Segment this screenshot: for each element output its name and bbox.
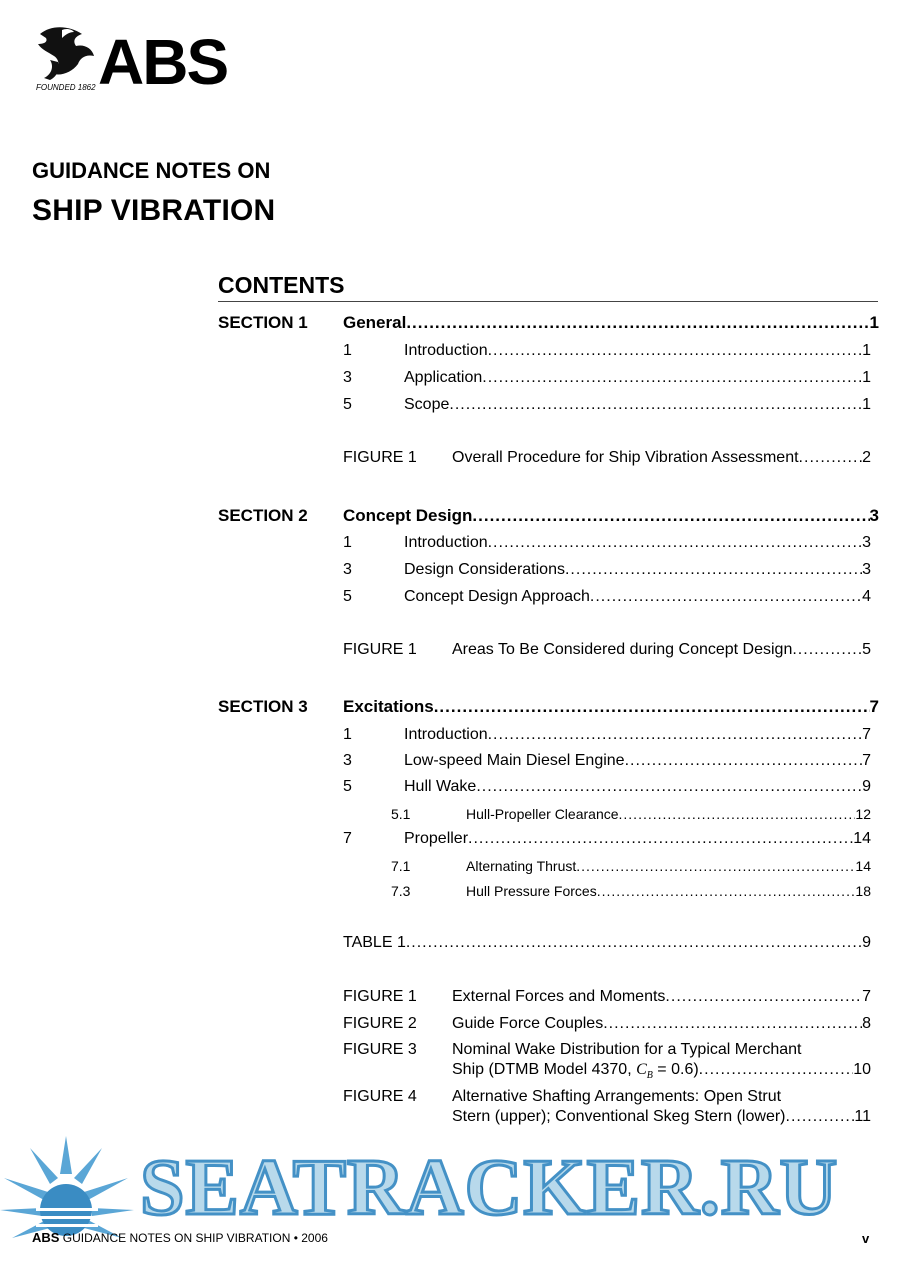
toc-entry[interactable]	[343, 313, 879, 333]
leader-dots	[665, 987, 862, 1007]
item-label: Introduction	[404, 534, 488, 551]
figure-label: FIGURE 1	[343, 641, 417, 658]
toc-subitem-row[interactable]	[0, 804, 898, 828]
figure-label: FIGURE 1	[343, 449, 417, 466]
figure-label: FIGURE 1	[343, 988, 417, 1005]
figure-title: Overall Procedure for Ship Vibration Assessment	[452, 449, 799, 466]
toc-entry[interactable]	[343, 506, 879, 526]
figure-title-line2-pre: Ship (DTMB Model 4370,	[452, 1061, 637, 1078]
toc-figure-row[interactable]	[0, 1087, 898, 1131]
toc-item-row[interactable]	[0, 829, 898, 853]
item-label: Design Considerations	[404, 561, 565, 578]
toc-entry[interactable]	[343, 933, 871, 953]
document-subtitle: GUIDANCE NOTES ON	[32, 158, 271, 183]
toc-figure-row[interactable]	[0, 987, 898, 1011]
page-number: 7	[862, 752, 871, 769]
toc-figure-row[interactable]	[0, 1014, 898, 1038]
toc-entry[interactable]	[404, 777, 871, 797]
toc-figure-row[interactable]	[0, 448, 898, 472]
section-title: Excitations	[343, 697, 434, 716]
toc-item-row[interactable]	[0, 560, 898, 584]
figure-title: Areas To Be Considered during Concept Design	[452, 641, 793, 658]
leader-dots	[476, 777, 862, 797]
contents-heading: CONTENTS	[218, 272, 345, 298]
item-label: Low-speed Main Diesel Engine	[404, 752, 625, 769]
watermark-text: SEATRACKER.RU	[140, 1144, 839, 1232]
leader-dots	[488, 341, 862, 361]
toc-item-row[interactable]	[0, 341, 898, 365]
toc-entry[interactable]	[404, 368, 871, 388]
item-number: 1	[343, 726, 352, 743]
toc-entry[interactable]	[452, 1014, 871, 1034]
item-label: Hull-Propeller Clearance	[466, 806, 619, 822]
page-number: 4	[862, 588, 871, 605]
item-number: 5	[343, 778, 352, 795]
toc-entry[interactable]	[404, 751, 871, 771]
logo-wordmark: ABS	[98, 26, 228, 98]
page-number: 11	[854, 1108, 871, 1125]
page-number: 12	[855, 806, 871, 822]
page-number: 3	[862, 534, 871, 551]
item-label: Introduction	[404, 726, 488, 743]
table-label: TABLE 1	[343, 934, 406, 951]
toc-entry[interactable]	[452, 448, 871, 468]
figure-title-line2-post: = 0.6)	[652, 1061, 699, 1078]
toc-entry[interactable]	[404, 829, 871, 849]
leader-dots	[468, 829, 853, 849]
leader-dots	[482, 368, 862, 388]
figure-title: External Forces and Moments	[452, 988, 666, 1005]
abs-logo	[32, 20, 244, 98]
toc-entry[interactable]	[452, 640, 871, 660]
item-number: 7.3	[391, 883, 411, 899]
item-number: 7.1	[391, 858, 411, 874]
footer-text: GUIDANCE NOTES ON SHIP VIBRATION • 2006	[59, 1231, 328, 1245]
page-number: 18	[855, 883, 871, 899]
toc-entry[interactable]	[404, 533, 871, 553]
eagle-icon	[32, 20, 102, 90]
page-number: 8	[862, 1015, 871, 1032]
item-label: Alternating Thrust	[466, 858, 577, 874]
leader-dots	[619, 804, 856, 824]
figure-title-line1: Alternative Shafting Arrangements: Open Strut	[452, 1088, 782, 1105]
section-label: SECTION 1	[218, 313, 308, 332]
toc-entry[interactable]	[404, 395, 871, 415]
toc-item-row[interactable]	[0, 587, 898, 611]
logo-founded: FOUNDED 1862	[36, 83, 96, 92]
leader-dots	[590, 587, 862, 607]
toc-figure-row[interactable]	[0, 1040, 898, 1084]
section-label: SECTION 3	[218, 697, 308, 716]
toc-entry[interactable]	[452, 1107, 871, 1127]
leader-dots	[472, 506, 869, 526]
document-title: SHIP VIBRATION	[32, 194, 276, 227]
leader-dots	[603, 1014, 862, 1034]
page-number: 14	[855, 858, 871, 874]
figure-title: Guide Force Couples	[452, 1015, 604, 1032]
item-label: Hull Wake	[404, 778, 477, 795]
leader-dots	[597, 881, 856, 901]
leader-dots	[799, 448, 863, 468]
footer-brand: ABS	[32, 1230, 60, 1245]
leader-dots	[576, 856, 855, 876]
page-number: 10	[853, 1061, 871, 1078]
math-subscript: B	[646, 1070, 653, 1082]
page-number: 7	[862, 726, 871, 743]
toc-item-row[interactable]	[0, 751, 898, 775]
toc-entry[interactable]	[466, 856, 871, 876]
toc-item-row[interactable]	[0, 395, 898, 419]
leader-dots	[699, 1060, 854, 1080]
toc-item-row[interactable]	[0, 725, 898, 749]
leader-dots	[449, 395, 862, 415]
toc-figure-row[interactable]	[0, 640, 898, 664]
toc-subitem-row[interactable]	[0, 881, 898, 905]
item-number: 3	[343, 369, 352, 386]
figure-title-line2	[452, 1060, 699, 1086]
leader-dots	[786, 1107, 855, 1127]
page-footer	[32, 1231, 328, 1245]
figure-label: FIGURE 3	[343, 1041, 417, 1058]
section-label: SECTION 2	[218, 506, 308, 525]
toc-entry[interactable]	[466, 804, 871, 824]
section-title: Concept Design	[343, 506, 473, 525]
toc-section-row[interactable]	[0, 313, 898, 337]
toc-entry[interactable]	[404, 560, 871, 580]
item-number: 5	[343, 396, 352, 413]
toc-table-row[interactable]	[0, 933, 898, 957]
item-number: 7	[343, 830, 352, 847]
page-number: 2	[862, 449, 871, 466]
item-number: 1	[343, 342, 352, 359]
page-number: 9	[862, 934, 871, 951]
page-number: 1	[862, 396, 871, 413]
item-label: Scope	[404, 396, 450, 413]
math-variable: C	[636, 1061, 647, 1078]
item-number: 5.1	[391, 806, 411, 822]
toc-section-row[interactable]	[0, 697, 898, 721]
toc-item-row[interactable]	[0, 368, 898, 392]
item-label: Introduction	[404, 342, 488, 359]
page-number: 1	[862, 369, 871, 386]
page-number: 14	[853, 830, 871, 847]
page-number: 5	[862, 641, 871, 658]
page-number: 1	[869, 313, 879, 332]
toc-entry[interactable]	[343, 697, 879, 717]
item-label: Hull Pressure Forces	[466, 883, 597, 899]
page-number: 3	[869, 506, 879, 525]
toc-section-row[interactable]	[0, 506, 898, 530]
figure-label: FIGURE 2	[343, 1015, 417, 1032]
item-label: Application	[404, 369, 483, 386]
toc-entry[interactable]	[404, 725, 871, 745]
leader-dots	[792, 640, 862, 660]
contents-rule	[218, 301, 878, 302]
leader-dots	[434, 697, 870, 717]
leader-dots	[625, 751, 863, 771]
leader-dots	[488, 725, 862, 745]
leader-dots	[406, 313, 869, 333]
page-number: 3	[862, 561, 871, 578]
toc-entry[interactable]	[404, 341, 871, 361]
figure-title-line2: Stern (upper); Conventional Skeg Stern (lower)	[452, 1108, 786, 1125]
footer-page-number: v	[862, 1231, 870, 1246]
toc-item-row[interactable]	[0, 777, 898, 801]
figure-title-line1: Nominal Wake Distribution for a Typical Merchant	[452, 1041, 802, 1058]
leader-dots	[406, 933, 862, 953]
page-number: 9	[862, 778, 871, 795]
item-label: Propeller	[404, 830, 469, 847]
toc-subitem-row[interactable]	[0, 856, 898, 880]
leader-dots	[565, 560, 862, 580]
toc-entry[interactable]	[452, 1060, 871, 1086]
leader-dots	[488, 533, 862, 553]
page-number: 1	[862, 342, 871, 359]
toc-entry[interactable]	[404, 587, 871, 607]
item-number: 1	[343, 534, 352, 551]
watermark	[0, 1134, 898, 1244]
page-number: 7	[869, 697, 879, 716]
sun-icon	[0, 1134, 140, 1244]
item-number: 3	[343, 752, 352, 769]
toc-item-row[interactable]	[0, 533, 898, 557]
toc-entry[interactable]	[466, 881, 871, 901]
page-number: 7	[862, 988, 871, 1005]
toc-entry[interactable]	[452, 987, 871, 1007]
item-number: 5	[343, 588, 352, 605]
section-title: General	[343, 313, 407, 332]
item-label: Concept Design Approach	[404, 588, 590, 605]
item-number: 3	[343, 561, 352, 578]
figure-label: FIGURE 4	[343, 1088, 417, 1105]
